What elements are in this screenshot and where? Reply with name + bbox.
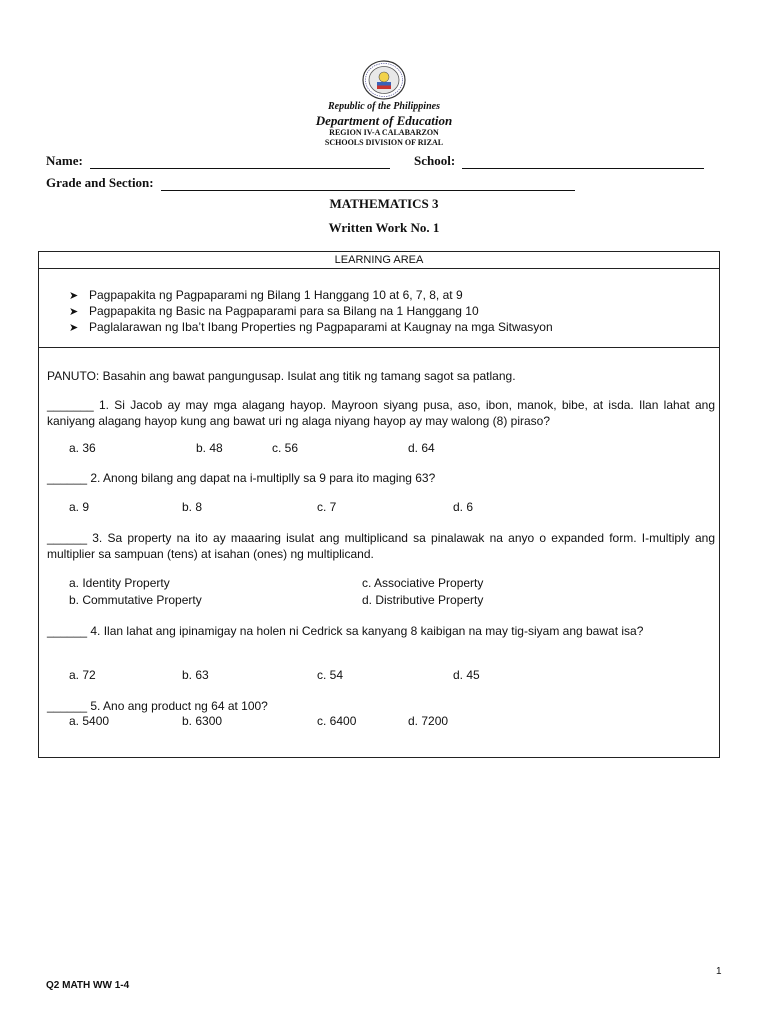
deped-seal-icon [355,60,413,100]
grade-section-label: Grade and Section: [46,175,154,190]
learning-area-heading: LEARNING AREA [39,252,719,269]
division-text: SCHOOLS DIVISION OF RIZAL [324,138,444,147]
name-blank[interactable] [90,156,390,169]
name-label: Name: [46,153,83,168]
q3-option-c[interactable]: c. Associative Property [362,576,484,590]
republic-text: Republic of the Philippines [328,101,440,112]
school-field[interactable] [414,153,704,169]
q5-option-c[interactable]: c. 6400 [317,714,357,728]
subject-title: MATHEMATICS 3 [329,196,439,211]
school-label: School: [414,153,456,168]
q4-option-a[interactable]: a. 72 [69,668,96,682]
question-3: ______ 3. Sa property na ito ay maaaring isulat ang multiplicand sa pinalawak na anyo o expanded form. I-multiply ang multiplier sa sampuan (tens) at isahan (ones) ng multiplicand. [47,531,715,561]
grade-section-blank[interactable] [161,178,575,191]
work-title: Written Work No. 1 [328,220,440,235]
q1-option-d[interactable]: d. 64 [408,441,435,455]
q4-option-b[interactable]: b. 63 [182,668,209,682]
learning-area-box [38,251,720,348]
q3-option-d[interactable]: d. Distributive Property [362,593,484,607]
question-5: ______ 5. Ano ang product ng 64 at 100? [47,699,268,713]
q1-option-a[interactable]: a. 36 [69,441,96,455]
question-1: _______ 1. Si Jacob ay may mga alagang hayop. Mayroon siyang pusa, aso, ibon, manok, bibe, at isda. Ilan lahat ang kaniyang alagang hayop kung ang bawat uri ng alaga niyang hayop ay may walong (8) piraso? [47,398,715,428]
q2-option-b[interactable]: b. 8 [182,500,203,514]
q2-option-a[interactable]: a. 9 [69,500,90,514]
q4-option-c[interactable]: c. 54 [317,668,344,682]
q5-option-a[interactable]: a. 5400 [69,714,110,728]
question-4: ______ 4. Ilan lahat ang ipinamigay na holen ni Cedrick sa kanyang 8 kaibigan na may tig-siyam ang bawat isa? [47,624,644,638]
list-item: ➤ Pagpapakita ng Basic na Pagpaparami para sa Bilang na 1 Hanggang 10 [69,304,479,318]
arrow-bullet-icon: ➤ [69,290,79,302]
list-item: ➤ Paglalarawan ng Iba’t Ibang Properties ng Pagpaparami at Kaugnay na mga Sitwasyon [69,320,553,334]
department-name: Department of Education [315,113,453,128]
arrow-bullet-icon: ➤ [69,306,79,318]
q5-option-b[interactable]: b. 6300 [182,714,223,728]
arrow-bullet-icon: ➤ [69,322,79,334]
q1-option-b[interactable]: b. 48 [196,441,223,455]
document-code: Q2 MATH WW 1-4 [46,980,130,991]
q2-option-c[interactable]: c. 7 [317,500,337,514]
name-field[interactable] [46,153,390,169]
instructions: PANUTO: Basahin ang bawat pangungusap. Isulat ang titik ng tamang sagot sa patlang. [47,369,516,383]
q5-option-d[interactable]: d. 7200 [408,714,449,728]
grade-section-field[interactable] [46,175,575,191]
q4-option-d[interactable]: d. 45 [453,668,480,682]
q3-option-b[interactable]: b. Commutative Property [69,593,202,607]
school-blank[interactable] [462,156,704,169]
region-text: REGION IV-A CALABARZON [329,128,439,137]
q1-option-c[interactable]: c. 56 [272,441,299,455]
q3-option-a[interactable]: a. Identity Property [69,576,170,590]
page-number: 1 [716,966,722,977]
learning-area-list [69,287,553,335]
questions-box [38,347,720,758]
question-2: ______ 2. Anong bilang ang dapat na i-multiplly sa 9 para ito maging 63? [47,471,436,485]
list-item: ➤ Pagpapakita ng Pagpaparami ng Bilang 1 Hanggang 10 at 6, 7, 8, at 9 [69,288,463,302]
q2-option-d[interactable]: d. 6 [453,500,474,514]
